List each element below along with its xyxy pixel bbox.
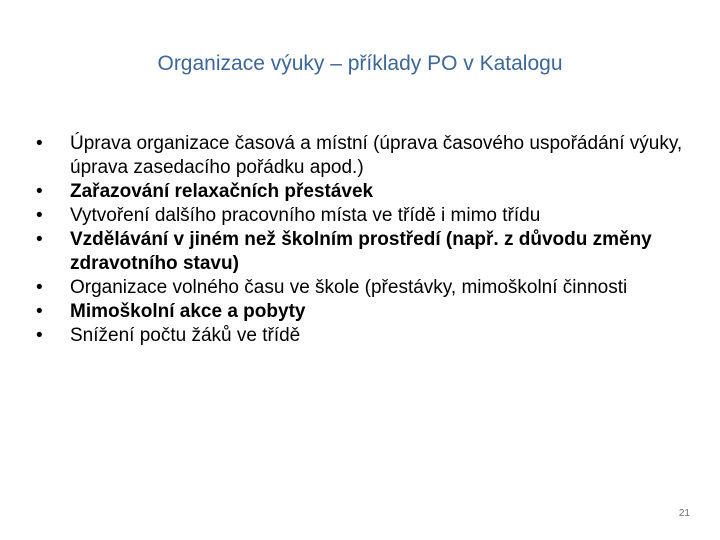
list-item-text: Úprava organizace časová a místní (úprava časového uspořádání výuky, úprava zasedacího pořádku apod.) [70,133,683,178]
list-item-text: Vzdělávání v jiném než školním prostředí (např. z důvodu změny zdravotního stavu) [70,229,652,274]
list-item [36,132,696,180]
list-item [36,180,696,204]
bullet-icon: • [36,325,43,346]
bullet-list [36,132,696,348]
bullet-icon: • [36,229,43,250]
bullet-icon: • [36,133,43,154]
bullet-icon: • [36,205,43,226]
list-item [36,300,696,324]
list-item-text: Mimoškolní akce a pobyty [70,301,306,322]
bullet-icon: • [36,277,43,298]
slide-title: Organizace výuky – příklady PO v Katalogu [157,52,563,75]
list-item-text: Organizace volného času ve škole (přestávky, mimoškolní činnosti [70,277,628,298]
list-item [36,204,696,228]
bullet-icon: • [36,301,43,322]
list-item [36,228,696,276]
list-item [36,324,696,348]
page-number: 21 [678,508,690,519]
bullet-icon: • [36,181,43,202]
list-item [36,276,696,300]
list-item-text: Snížení počtu žáků ve třídě [70,325,301,346]
list-item-text: Vytvoření dalšího pracovního místa ve třídě i mimo třídu [70,205,541,226]
list-item-text: Zařazování relaxačních přestávek [70,181,374,202]
